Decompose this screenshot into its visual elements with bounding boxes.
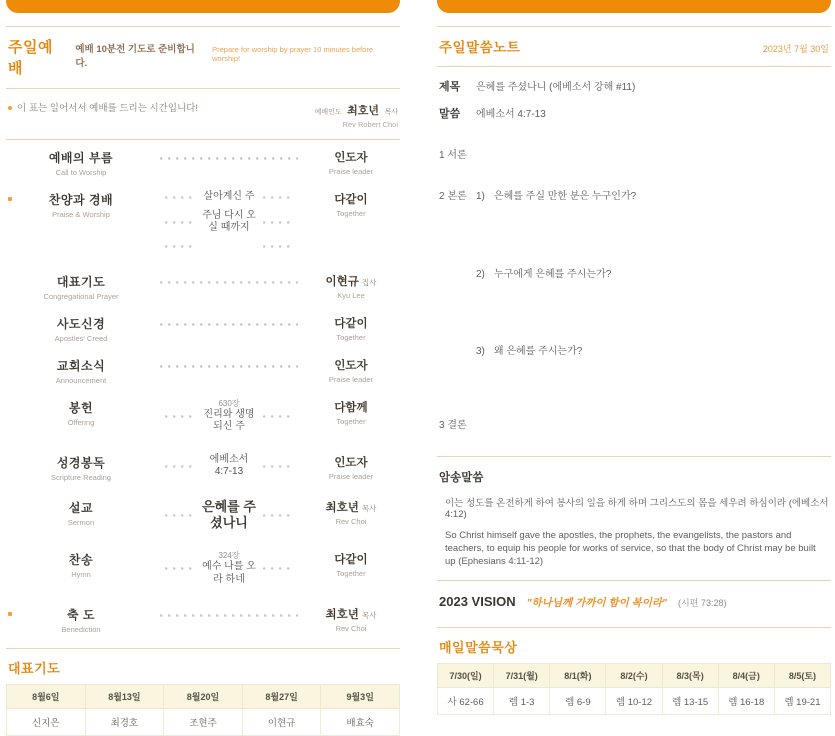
table-header-cell: 8월27일: [242, 685, 321, 709]
table-header-cell: 8월20일: [164, 685, 243, 709]
presider-name-en: Rev Robert Choi: [342, 120, 398, 129]
role-en: Praise leader: [328, 471, 374, 481]
role-name: 최호년: [325, 501, 359, 514]
schedule-table: [437, 663, 831, 715]
hymn-number: 324장: [218, 551, 240, 561]
divider: [6, 648, 400, 649]
leader-dots: [263, 218, 293, 227]
role-kr: [302, 551, 400, 567]
role-name: 이현규: [325, 275, 359, 288]
worship-item-middle: [156, 454, 302, 485]
table-header-cell: 8/3(목): [662, 664, 718, 688]
worship-center-text: [200, 454, 258, 479]
role-kr: [302, 499, 400, 515]
worship-item-en: Sermon: [67, 517, 95, 527]
sermon-title-row: [439, 78, 829, 94]
divider: [437, 456, 831, 457]
leader-dots: [165, 193, 195, 202]
worship-item-label: [6, 273, 156, 301]
worship-item-kr: 찬송: [68, 553, 94, 568]
table-header-cell: 7/30(일): [438, 664, 494, 688]
memory-verse-korean: 이는 성도를 온전하게 하여 봉사의 일을 하게 하며 그리스도의 몸을 세우려 하심이라 (에베소서 4:12): [445, 498, 829, 520]
table-header-cell: 8/1(화): [550, 664, 606, 688]
worship-item-middle: [156, 606, 302, 634]
worship-item-kr: 교회소식: [56, 358, 106, 373]
worship-subtitle: 예배 10분전 기도로 준비합니다.: [75, 44, 195, 69]
meditation-schedule: [437, 663, 831, 715]
role-en: Praise leader: [328, 374, 374, 384]
table-value-cell: 최경호: [85, 709, 164, 736]
worship-subtitle-en: Prepare for worship by prayer 10 minutes before worship!: [212, 45, 374, 63]
worship-row: [6, 454, 400, 485]
center-text: 주님 다시 오실 때까지: [202, 209, 256, 234]
worship-center-text: [200, 551, 258, 586]
worship-item-label: [6, 606, 156, 634]
worship-item-label: [6, 191, 156, 259]
worship-item-kr: 설교: [68, 500, 94, 515]
role-en: Rev Choi: [335, 624, 367, 634]
sermon-title-value: 은혜를 주셨나니 (에베소서 강해 #11): [476, 82, 636, 93]
worship-item-label: [6, 315, 156, 343]
worship-row: [6, 149, 400, 177]
worship-center-line: [160, 499, 298, 532]
worship-center-line: [160, 399, 298, 434]
worship-item-role: [302, 606, 400, 634]
role-kr: [302, 357, 400, 373]
outline-conclusion: 3 결론: [439, 420, 467, 431]
worship-center-text: [200, 210, 258, 235]
role-kr: [302, 273, 400, 289]
worship-item-middle: [156, 551, 302, 592]
role-en: Rev Choi: [335, 516, 367, 526]
vision-label: 2023 VISION: [439, 594, 516, 610]
bulletin-date: 2023년 7월 30일: [762, 44, 829, 54]
worship-item-role: [302, 499, 400, 538]
leader-dots: [165, 462, 195, 471]
worship-item-en: Congregational Prayer: [43, 291, 119, 301]
standing-marker-icon: [8, 612, 12, 616]
presider-title: 목사: [384, 109, 398, 116]
question-number: 3): [476, 346, 485, 357]
role-kr: [302, 315, 400, 331]
leader-dots: [165, 242, 195, 251]
worship-item-kr: 예배의 부름: [48, 151, 114, 166]
outline-question-1: [476, 187, 636, 202]
worship-center-text: [200, 499, 258, 532]
worship-row: [6, 357, 400, 385]
standing-note-text: 이 표는 일어서서 예배를 드리는 시간입니다!: [17, 103, 199, 114]
vision-reference: (시편 73:28): [678, 598, 727, 609]
worship-row: [6, 191, 400, 259]
role-name: 다함께: [334, 401, 368, 414]
sermon-scripture-label: 말씀: [439, 108, 461, 120]
worship-item-middle: [156, 149, 302, 177]
worship-item-middle: [156, 399, 302, 440]
outline-intro: 1 서론: [439, 150, 467, 161]
memory-verse-title: 암송말씀: [439, 472, 484, 484]
bullet-icon: [8, 106, 12, 110]
sermon-scripture-value: 에베소서 4:7-13: [476, 109, 546, 120]
outline-question-2: [476, 265, 831, 280]
worship-item-en: Hymn: [71, 570, 91, 580]
presider-name: 최호년: [347, 105, 380, 117]
worship-center-line: [160, 191, 298, 204]
role-title: 목사: [362, 611, 377, 621]
worship-item-kr: 성경봉독: [56, 455, 106, 470]
role-en: Together: [336, 209, 366, 219]
worship-item-middle: [156, 273, 302, 301]
worship-item-en: Call to Worship: [55, 168, 107, 178]
role-kr: [302, 149, 400, 165]
worship-row: [6, 273, 400, 301]
table-value-cell: 조현주: [164, 709, 243, 736]
table-header-cell: 8/2(수): [606, 664, 662, 688]
presider-prefix: 예배인도: [314, 109, 342, 116]
worship-row: [6, 499, 400, 538]
worship-item-role: [302, 454, 400, 485]
worship-item-en: Announcement: [55, 375, 107, 385]
worship-item-label: [6, 499, 156, 538]
worship-item-kr: 사도신경: [56, 316, 106, 331]
worship-header: [6, 27, 400, 88]
standing-marker-icon: [8, 197, 12, 201]
role-title: 목사: [362, 503, 377, 513]
worship-item-role: [302, 191, 400, 259]
leader-dots: [165, 218, 195, 227]
worship-center-line: [160, 454, 298, 479]
question-text: 은혜를 주실 만한 분은 누구인가?: [493, 191, 637, 202]
worship-item-label: [6, 399, 156, 440]
worship-order-list: [6, 140, 400, 634]
worship-center-line: [160, 241, 298, 253]
page-title: 주일예배: [8, 39, 53, 77]
center-text: 에베소서 4:7-13: [209, 453, 249, 478]
worship-item-label: [6, 454, 156, 485]
table-header-row: [7, 685, 400, 709]
leader-dots: [165, 564, 195, 573]
worship-item-kr: 봉헌: [68, 400, 94, 415]
role-kr: [302, 191, 400, 207]
table-header-cell: 7/31(월): [494, 664, 550, 688]
table-value-row: [438, 688, 831, 715]
worship-row: [6, 315, 400, 343]
leader-dots: [263, 412, 293, 421]
table-value-cell: 이현규: [242, 709, 321, 736]
role-name: 인도자: [334, 152, 368, 165]
divider: [437, 66, 831, 67]
worship-item-role: [302, 357, 400, 385]
table-header-cell: 8월6일: [7, 685, 86, 709]
leader-dots: [263, 193, 293, 202]
table-header-cell: 9월3일: [321, 685, 400, 709]
page-top-bar: [437, 0, 831, 13]
worship-item-role: [302, 315, 400, 343]
center-text: 진리와 생명 되신 주: [203, 408, 255, 433]
role-name: 다같이: [334, 317, 368, 330]
divider: [437, 627, 831, 628]
worship-item-en: Offering: [67, 417, 95, 427]
table-value-cell: 렘 1-3: [494, 688, 550, 715]
question-number: 2): [476, 269, 485, 280]
presider-line: [315, 100, 398, 120]
divider: [437, 580, 831, 581]
worship-center-text: [200, 399, 258, 434]
table-value-cell: 렘 6-9: [550, 688, 606, 715]
role-en: Together: [336, 332, 366, 342]
role-name: 인도자: [334, 359, 368, 372]
table-value-cell: 렘 16-18: [718, 688, 774, 715]
role-en: Together: [336, 569, 366, 579]
question-number: 1): [476, 191, 485, 202]
outline-question-3: [476, 342, 831, 357]
sermon-title-label: 제목: [439, 81, 461, 93]
worship-item-role: [302, 551, 400, 592]
table-value-cell: 렘 19-21: [774, 688, 830, 715]
role-en: Together: [336, 416, 366, 426]
worship-item-middle: [156, 357, 302, 385]
vision-quote: "하나님께 가까이 함이 복이라": [526, 597, 668, 610]
leader-dots: [263, 511, 293, 520]
table-value-cell: 신지은: [7, 709, 86, 736]
worship-item-middle: [156, 191, 302, 259]
outline-body: 2 본론: [439, 191, 467, 202]
worship-center-line: [160, 551, 298, 586]
presider-block: [315, 100, 398, 129]
worship-item-role: [302, 273, 400, 301]
table-value-row: [7, 709, 400, 736]
center-text: 예수 나를 오라 하네: [202, 561, 256, 585]
worship-item-middle: [156, 499, 302, 538]
table-value-cell: 렘 10-12: [606, 688, 662, 715]
table-value-cell: 렘 13-15: [662, 688, 718, 715]
worship-row: [6, 606, 400, 634]
center-text: 살아계신 주: [203, 191, 255, 203]
sermon-note-title: 주일말씀노트: [439, 40, 521, 55]
leader-dots: [263, 462, 293, 471]
worship-item-kr: 대표기도: [56, 274, 106, 289]
question-text: 누구에게 은혜를 주시는가?: [493, 269, 612, 280]
standing-note-row: [6, 89, 400, 139]
leader-dots: [160, 154, 298, 163]
table-header-cell: 8/5(토): [774, 664, 830, 688]
bulletin-right-page: [437, 0, 831, 715]
leader-dots: [165, 412, 195, 421]
worship-item-label: [6, 149, 156, 177]
worship-row: [6, 399, 400, 440]
outline-body-row: [437, 187, 831, 202]
leader-dots: [263, 564, 293, 573]
schedule-table: [6, 684, 400, 736]
table-header-row: [438, 664, 831, 688]
leader-dots: [165, 511, 195, 520]
worship-item-en: Apostles' Creed: [54, 333, 108, 343]
vision-row: [439, 594, 829, 610]
worship-item-label: [6, 551, 156, 592]
worship-item-middle: [156, 315, 302, 343]
worship-center-line: [160, 210, 298, 235]
leader-dots: [263, 242, 293, 251]
role-kr: [302, 399, 400, 415]
table-header-cell: 8월13일: [85, 685, 164, 709]
role-title: 집사: [362, 277, 377, 287]
page-top-bar: [6, 0, 400, 13]
worship-item-kr: 찬양과 경배: [48, 193, 114, 208]
table-value-cell: 사 62-66: [438, 688, 494, 715]
prayer-schedule: [6, 684, 400, 736]
memory-verse-english: So Christ himself gave the apostles, the prophets, the evangelists, the pastors and teachers, to equip his people for works of service, so that the body of Christ may be built up (Ephesians 4:11-12): [445, 530, 816, 567]
sermon-scripture-row: [439, 105, 829, 121]
standing-note: [8, 100, 198, 114]
meditation-schedule-title: 매일말씀묵상: [439, 640, 518, 656]
worship-item-role: [302, 399, 400, 440]
leader-dots: [160, 320, 298, 329]
worship-row: [6, 551, 400, 592]
question-text: 왜 은혜를 주시는가?: [493, 346, 583, 357]
table-header-cell: 8/4(금): [718, 664, 774, 688]
worship-item-en: Praise & Worship: [52, 210, 110, 220]
worship-item-role: [302, 149, 400, 177]
role-name: 인도자: [334, 456, 368, 469]
sermon-note-header: [437, 27, 831, 66]
role-kr: [302, 454, 400, 470]
role-name: 다같이: [334, 194, 368, 207]
leader-dots: [160, 278, 298, 287]
worship-item-en: Benediction: [61, 625, 101, 635]
role-en: Kyu Lee: [337, 290, 365, 300]
role-name: 다같이: [334, 554, 368, 567]
worship-center-text: [200, 191, 258, 204]
worship-item-label: [6, 357, 156, 385]
leader-dots: [160, 611, 298, 620]
role-en: Praise leader: [328, 167, 374, 177]
prayer-schedule-title: 대표기도: [8, 661, 61, 677]
role-name: 최호년: [325, 609, 359, 622]
role-kr: [302, 606, 400, 622]
leader-dots: [160, 362, 298, 371]
table-value-cell: 배효숙: [321, 709, 400, 736]
hymn-number: 630장: [218, 398, 240, 408]
worship-item-kr: 축 도: [66, 608, 96, 623]
worship-item-en: Scripture Reading: [50, 472, 112, 482]
center-text: 은혜를 주셨나니: [202, 498, 256, 531]
